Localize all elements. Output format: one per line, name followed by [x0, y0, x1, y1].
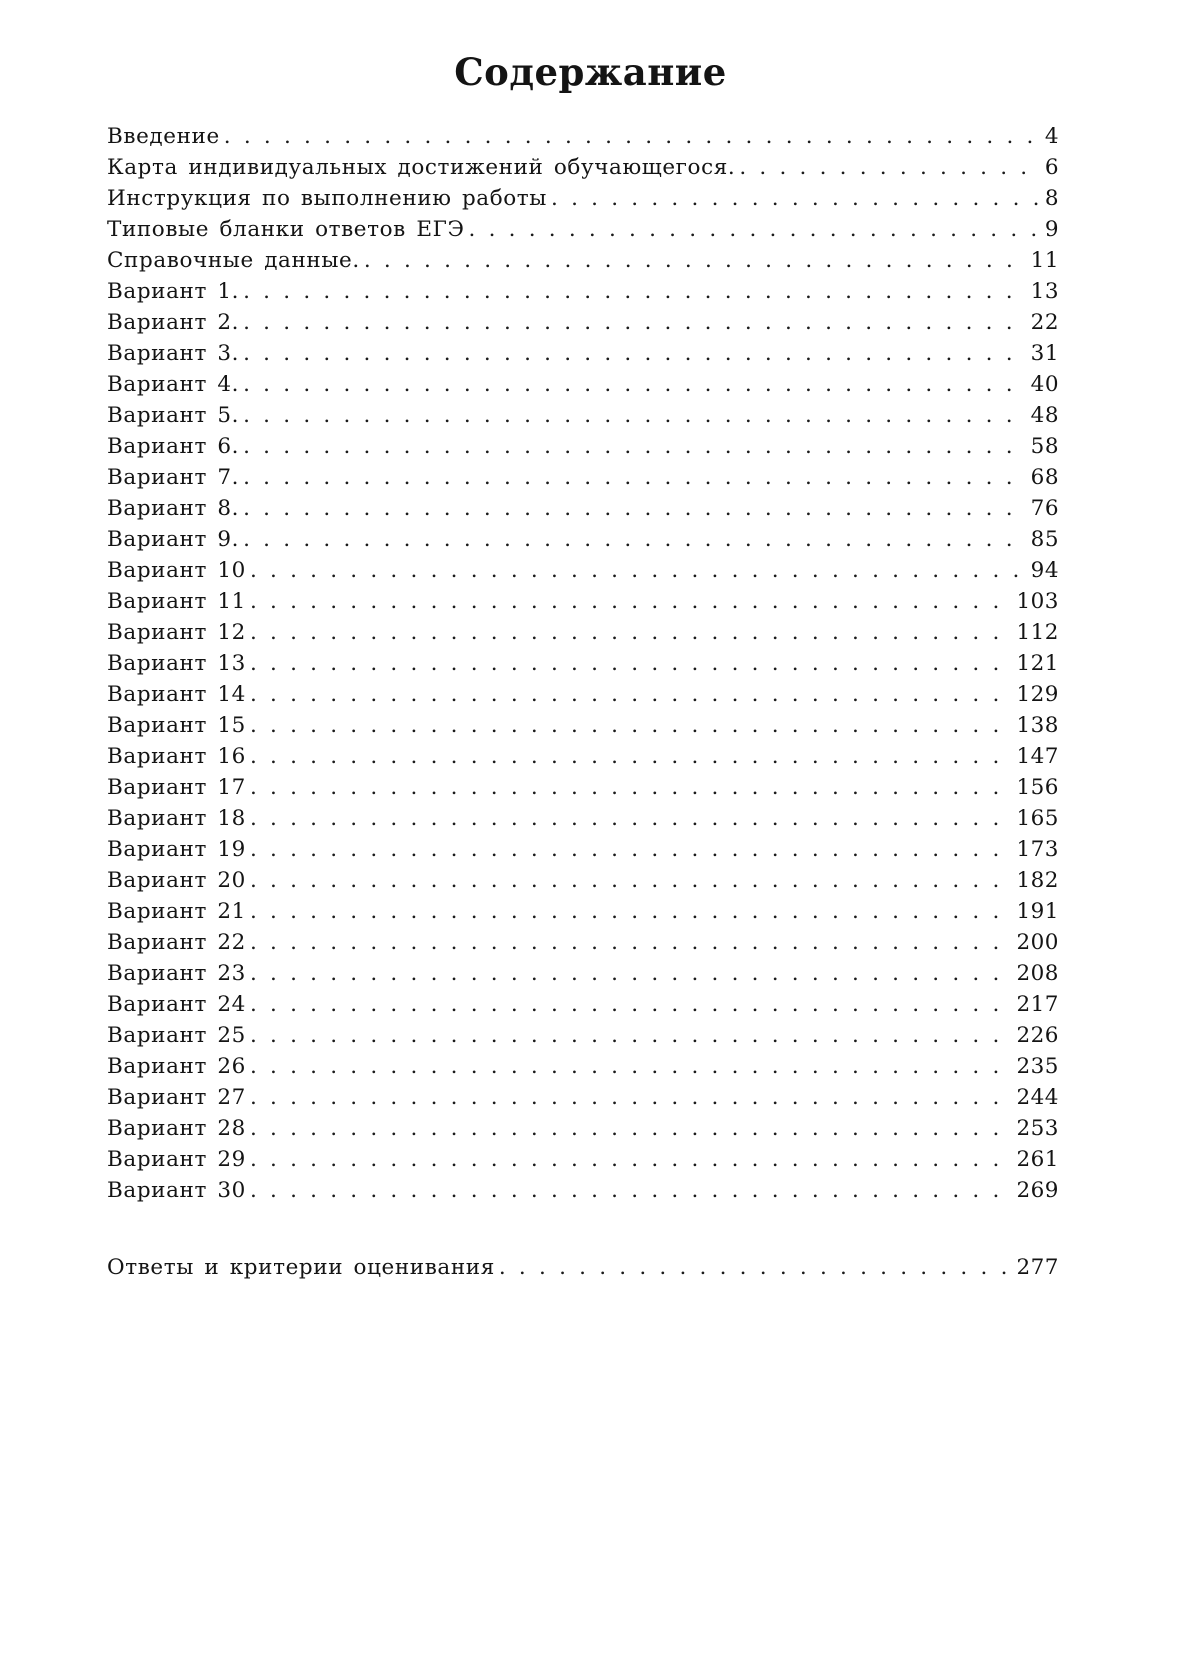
- toc-entry[interactable]: [107, 896, 1059, 927]
- toc-dot-leader: [250, 1144, 1013, 1175]
- toc-entry-label: Вариант 5.: [107, 403, 240, 428]
- toc-entry-label: Вариант 23: [107, 961, 246, 986]
- toc-entry-page: 156: [1016, 775, 1059, 800]
- toc-dot-leader: [551, 183, 1041, 214]
- toc-dot-leader: [250, 648, 1013, 679]
- toc-dot-leader: [250, 989, 1013, 1020]
- toc-dot-leader: [243, 524, 1027, 555]
- toc-dot-leader: [250, 834, 1013, 865]
- toc-entry-label: Вариант 21: [107, 899, 246, 924]
- toc-entry[interactable]: [107, 1175, 1059, 1206]
- page-title: Содержание: [454, 50, 727, 94]
- toc-dot-leader: [250, 617, 1013, 648]
- toc-entry[interactable]: [107, 803, 1059, 834]
- toc-entry[interactable]: [107, 989, 1059, 1020]
- toc-entry-page: 11: [1030, 248, 1059, 273]
- toc-entry[interactable]: [107, 245, 1059, 276]
- toc-entry[interactable]: [107, 1144, 1059, 1175]
- toc-entry-page: 182: [1016, 868, 1059, 893]
- toc-entry-label: Вариант 28: [107, 1116, 246, 1141]
- toc-dot-leader: [243, 493, 1027, 524]
- toc-entry[interactable]: [107, 710, 1059, 741]
- toc-dot-leader: [250, 679, 1013, 710]
- toc-entry[interactable]: [107, 400, 1059, 431]
- toc-entry[interactable]: [107, 1082, 1059, 1113]
- toc-entry-label: Вариант 19: [107, 837, 246, 862]
- toc-entry[interactable]: [107, 152, 1059, 183]
- toc-entry-page: 68: [1030, 465, 1059, 490]
- toc-entry-label: Введение: [107, 124, 220, 149]
- toc-entry-label: Вариант 30: [107, 1178, 246, 1203]
- toc-dot-leader: [739, 152, 1040, 183]
- toc-dot-leader: [250, 1051, 1013, 1082]
- toc-entry[interactable]: [107, 462, 1059, 493]
- toc-entry-label: Вариант 29: [107, 1147, 246, 1172]
- toc-dot-leader: [250, 1020, 1013, 1051]
- toc-entry[interactable]: [107, 958, 1059, 989]
- toc-entry-page: 173: [1016, 837, 1059, 862]
- toc-entry-label: Справочные данные.: [107, 248, 360, 273]
- toc-dot-leader: [243, 400, 1027, 431]
- toc-entry[interactable]: [107, 183, 1059, 214]
- toc-entry[interactable]: [107, 431, 1059, 462]
- toc-entry-label: Вариант 17: [107, 775, 246, 800]
- toc-entry-page: 76: [1030, 496, 1059, 521]
- toc-dot-leader: [364, 245, 1027, 276]
- toc-entry-page: 147: [1016, 744, 1059, 769]
- toc-dot-leader: [243, 369, 1027, 400]
- toc-entry-page: 253: [1016, 1116, 1059, 1141]
- toc-dot-leader: [224, 121, 1041, 152]
- toc-entry-page: 129: [1016, 682, 1059, 707]
- toc-dot-leader: [250, 586, 1013, 617]
- toc-entry-page: 200: [1016, 930, 1059, 955]
- toc-entry-label: Вариант 2.: [107, 310, 240, 335]
- toc-entry-page: 208: [1016, 961, 1059, 986]
- toc-entry-label: Инструкция по выполнению работы: [107, 186, 548, 211]
- toc-entry-page: 217: [1016, 992, 1059, 1017]
- toc-entry-label: Вариант 24: [107, 992, 246, 1017]
- toc-entry-label: Типовые бланки ответов ЕГЭ: [107, 217, 465, 242]
- toc-entry[interactable]: [107, 493, 1059, 524]
- toc-entry-page: 31: [1030, 341, 1059, 366]
- toc-dot-leader: [243, 431, 1027, 462]
- toc-dot-leader: [250, 1175, 1013, 1206]
- toc-dot-leader: [243, 307, 1027, 338]
- toc-entry[interactable]: [107, 214, 1059, 245]
- toc-entry-label: Вариант 10: [107, 558, 246, 583]
- toc-entry-page: 94: [1030, 558, 1059, 583]
- toc-entry-label: Вариант 20: [107, 868, 246, 893]
- toc-entry-page: 138: [1016, 713, 1059, 738]
- toc-entry-label: Вариант 12: [107, 620, 246, 645]
- toc-entry-page: 48: [1030, 403, 1059, 428]
- toc-entry[interactable]: [107, 865, 1059, 896]
- toc-entry-label: Вариант 14: [107, 682, 246, 707]
- toc-entry-page: 13: [1030, 279, 1059, 304]
- toc-entry-page: 9: [1044, 217, 1059, 242]
- toc-entry[interactable]: [107, 1020, 1059, 1051]
- toc-entry-label: Вариант 11: [107, 589, 246, 614]
- toc-entry[interactable]: [107, 1051, 1059, 1082]
- toc-entry-page: 244: [1016, 1085, 1059, 1110]
- toc-entry[interactable]: [107, 276, 1059, 307]
- toc-entry[interactable]: [107, 121, 1059, 152]
- toc-entry-page: 85: [1030, 527, 1059, 552]
- toc-dot-leader: [243, 276, 1027, 307]
- toc-entry-label: Вариант 1.: [107, 279, 240, 304]
- toc-entry[interactable]: [107, 834, 1059, 865]
- toc-entry-label: Вариант 25: [107, 1023, 246, 1048]
- toc-entry-page: 277: [1016, 1255, 1059, 1280]
- toc-entry[interactable]: [107, 648, 1059, 679]
- toc-entry-label: Вариант 15: [107, 713, 246, 738]
- toc-entry[interactable]: [107, 772, 1059, 803]
- toc-dot-leader: [499, 1252, 1013, 1283]
- toc-entry[interactable]: [107, 524, 1059, 555]
- toc-dot-leader: [250, 958, 1013, 989]
- toc-entry-page: 269: [1016, 1178, 1059, 1203]
- toc-entry-page: 226: [1016, 1023, 1059, 1048]
- toc-entry-page: 8: [1044, 186, 1059, 211]
- toc-entry-page: 165: [1016, 806, 1059, 831]
- toc-entry-label: Вариант 26: [107, 1054, 246, 1079]
- toc-entry[interactable]: [107, 927, 1059, 958]
- toc-final-section: [107, 1252, 1059, 1283]
- toc-entry-label: Вариант 6.: [107, 434, 240, 459]
- toc-entry-page: 191: [1016, 899, 1059, 924]
- toc-dot-leader: [250, 896, 1013, 927]
- toc-list: [107, 121, 1059, 1206]
- toc-dot-leader: [250, 927, 1013, 958]
- toc-dot-leader: [250, 710, 1013, 741]
- toc-entry-page: 121: [1016, 651, 1059, 676]
- toc-dot-leader: [250, 803, 1013, 834]
- toc-entry-page: 40: [1030, 372, 1059, 397]
- toc-dot-leader: [469, 214, 1041, 245]
- toc-entry-label: Вариант 7.: [107, 465, 240, 490]
- toc-entry[interactable]: [107, 586, 1059, 617]
- toc-entry-label: Вариант 27: [107, 1085, 246, 1110]
- toc-entry-label: Вариант 22: [107, 930, 246, 955]
- toc-entry-page: 22: [1030, 310, 1059, 335]
- toc-dot-leader: [243, 462, 1027, 493]
- toc-dot-leader: [250, 741, 1013, 772]
- toc-entry[interactable]: [107, 555, 1059, 586]
- toc-entry-label: Вариант 16: [107, 744, 246, 769]
- toc-entry-label: Вариант 4.: [107, 372, 240, 397]
- toc-entry-page: 261: [1016, 1147, 1059, 1172]
- toc-entry[interactable]: [107, 369, 1059, 400]
- toc-entry-page: 235: [1016, 1054, 1059, 1079]
- toc-dot-leader: [250, 772, 1013, 803]
- toc-entry-label: Вариант 18: [107, 806, 246, 831]
- toc-entry-label: Ответы и критерии оценивания: [107, 1255, 495, 1280]
- toc-entry[interactable]: [107, 741, 1059, 772]
- toc-entry-label: Вариант 9.: [107, 527, 240, 552]
- toc-entry-label: Вариант 3.: [107, 341, 240, 366]
- toc-dot-leader: [250, 1113, 1013, 1144]
- toc-entry-label: Вариант 13: [107, 651, 246, 676]
- toc-entry[interactable]: [107, 617, 1059, 648]
- toc-dot-leader: [250, 865, 1013, 896]
- toc-entry[interactable]: [107, 679, 1059, 710]
- toc-dot-leader: [250, 1082, 1013, 1113]
- toc-entry-label: Карта индивидуальных достижений обучающегося.: [107, 155, 736, 180]
- toc-entry-page: 58: [1030, 434, 1059, 459]
- toc-entry-page: 112: [1016, 620, 1059, 645]
- toc-entry[interactable]: [107, 338, 1059, 369]
- toc-entry-page: 103: [1016, 589, 1059, 614]
- toc-entry-label: Вариант 8.: [107, 496, 240, 521]
- toc-entry-page: 4: [1044, 124, 1059, 149]
- toc-dot-leader: [250, 555, 1027, 586]
- toc-entry[interactable]: [107, 307, 1059, 338]
- toc-entry-answers[interactable]: [107, 1252, 1059, 1283]
- toc-entry-page: 6: [1044, 155, 1059, 180]
- toc-entry[interactable]: [107, 1113, 1059, 1144]
- toc-dot-leader: [243, 338, 1027, 369]
